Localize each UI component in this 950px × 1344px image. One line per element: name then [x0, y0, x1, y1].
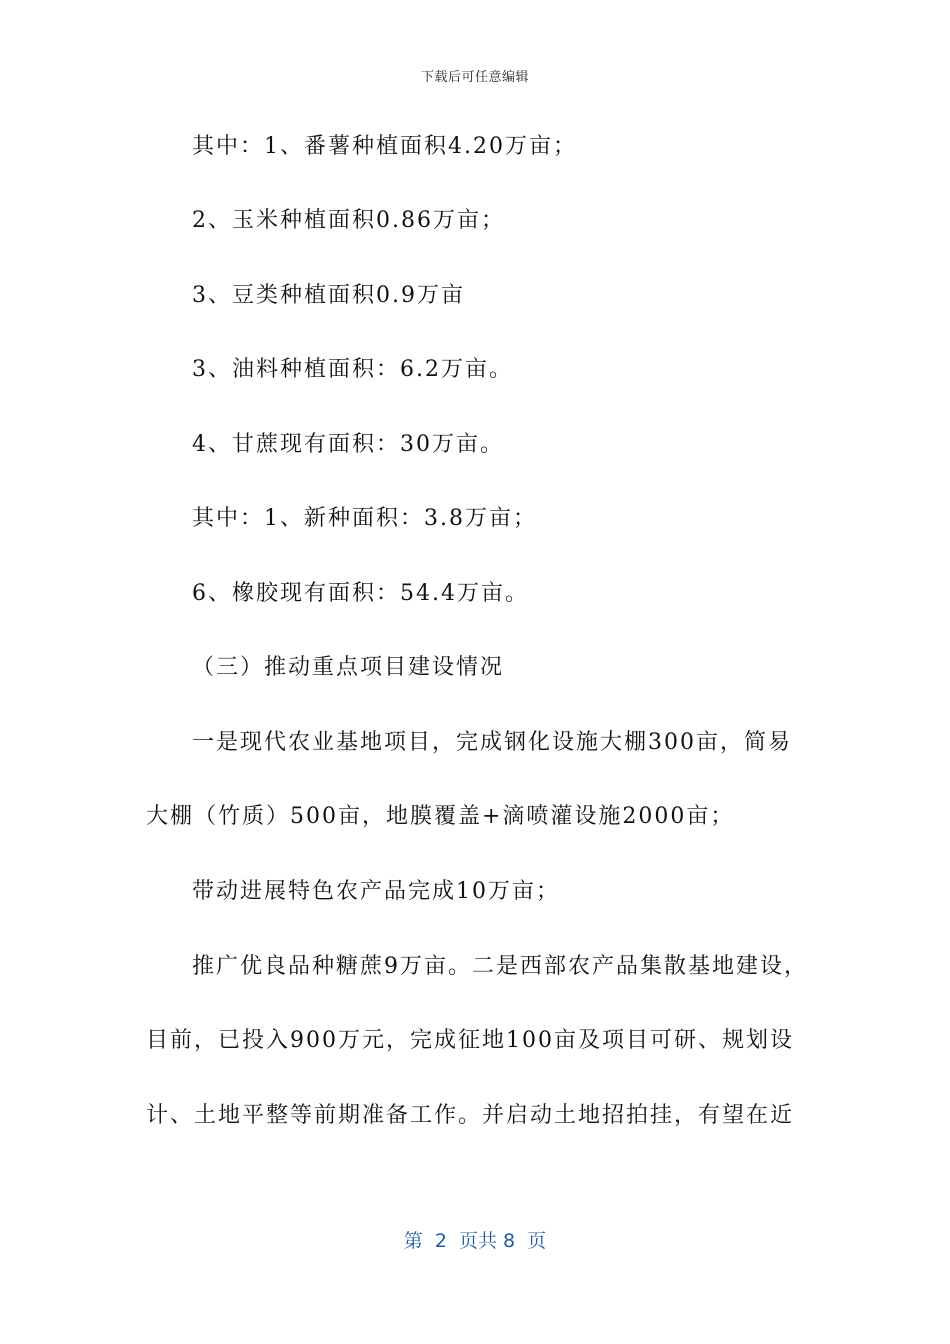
paragraph-line: 3、豆类种植面积0.9万亩 [192, 283, 465, 308]
paragraph-line: 其中：1、番薯种植面积4.20万亩； [192, 134, 577, 159]
paragraph-line: 计、土地平整等前期准备工作。并启动土地招拍挂，有望在近 [146, 1103, 795, 1128]
paragraph-line: 大棚（竹质）500亩，地膜覆盖+滴喷灌设施2000亩； [146, 804, 735, 829]
paragraph-line: 一是现代农业基地项目，完成钢化设施大棚300亩，简易 [192, 730, 792, 755]
paragraph-line: 4、甘蔗现有面积：30万亩。 [192, 432, 504, 457]
section-heading: （三）推动重点项目建设情况 [192, 655, 505, 680]
paragraph-line: 2、玉米种植面积0.86万亩； [192, 208, 505, 233]
paragraph-line: 推广优良品种糖蔗9万亩。二是西部农产品集散基地建设， [192, 954, 808, 979]
paragraph-line: 目前，已投入900万元，完成征地100亩及项目可研、规划设 [146, 1028, 794, 1053]
page-number-footer: 第 2 页共 8 页 [403, 1230, 547, 1252]
paragraph-line: 6、橡胶现有面积：54.4万亩。 [192, 581, 529, 606]
paragraph-line: 其中：1、新种面积：3.8万亩； [192, 506, 537, 531]
paragraph-line: 3、油料种植面积：6.2万亩。 [192, 357, 513, 382]
paragraph-line: 带动进展特色农产品完成10万亩； [192, 879, 560, 904]
header-note: 下载后可任意编辑 [420, 70, 529, 85]
